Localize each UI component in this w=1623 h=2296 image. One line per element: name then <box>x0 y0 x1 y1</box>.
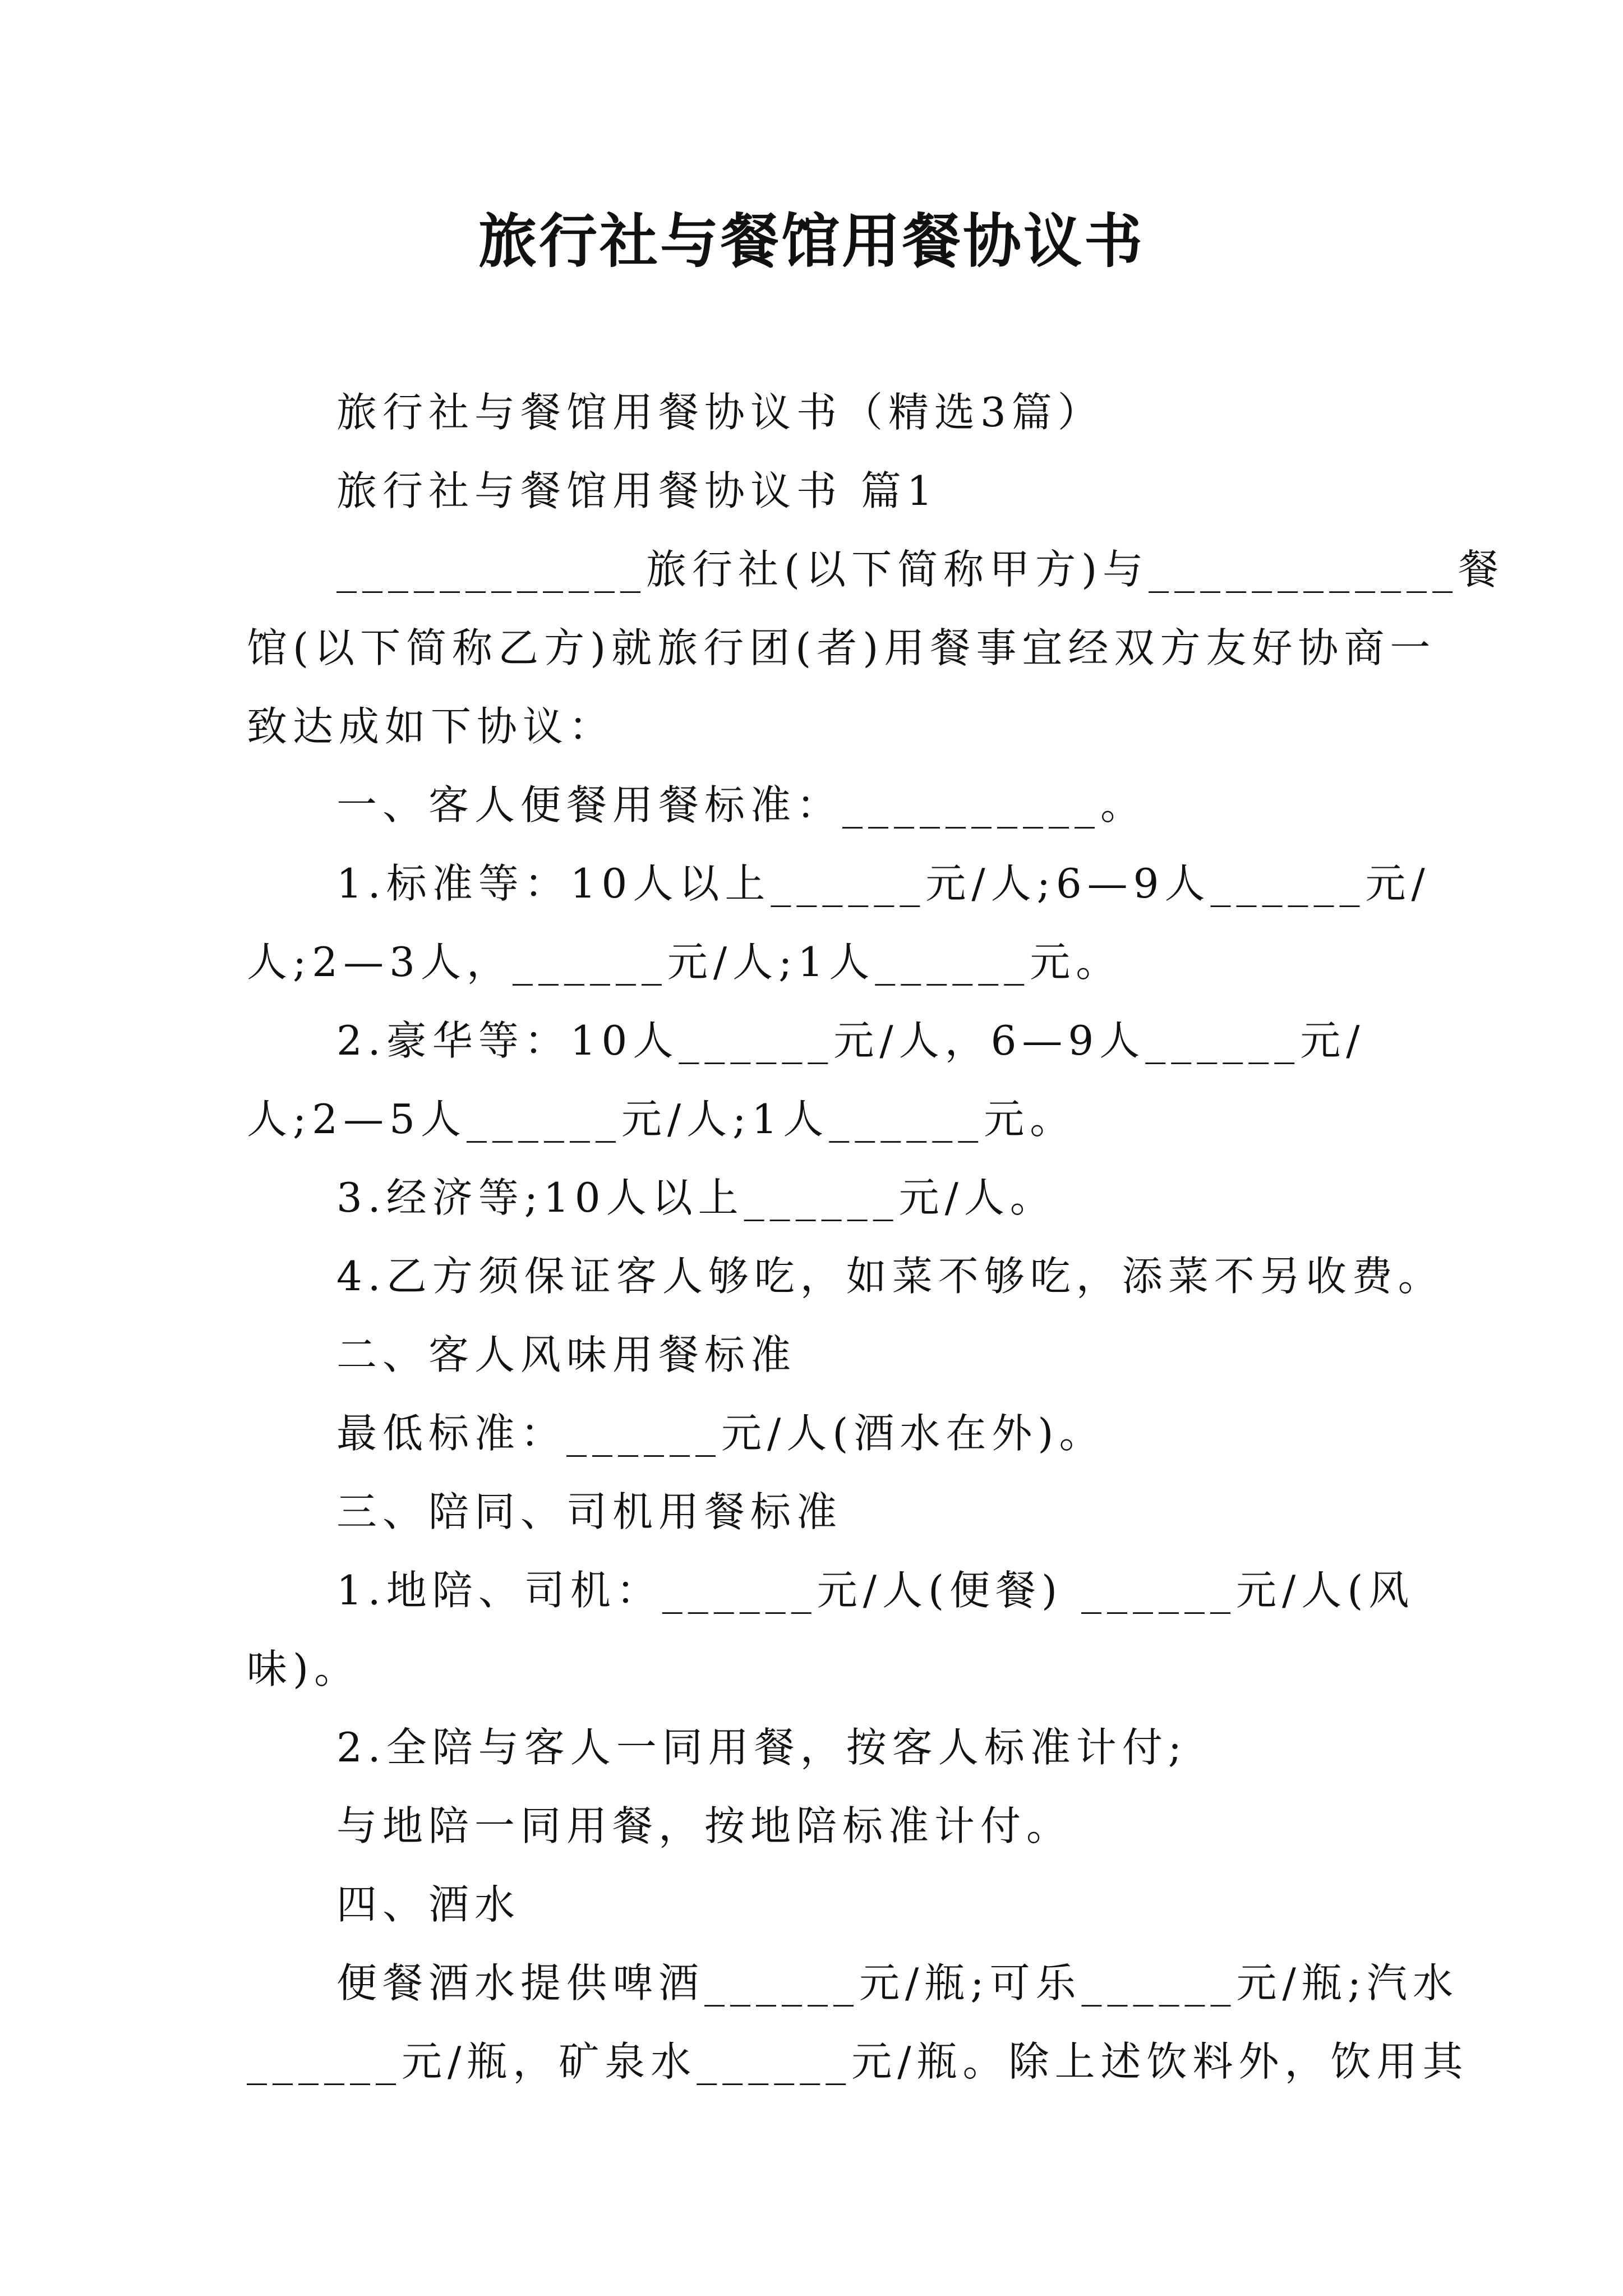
doc-line-guarantee: 4.乙方须保证客人够吃，如菜不够吃，添菜不另收费。 <box>336 1253 1444 1300</box>
doc-line-drinks: 便餐酒水提供啤酒______元/瓶;可乐______元/瓶;汽水 <box>336 1959 1459 2007</box>
doc-line-guide-driver: 1.地陪、司机：______元/人(便餐) ______元/人(风 <box>336 1567 1415 1614</box>
doc-line-parties: ____________旅行社(以下简称甲方)与____________餐 <box>336 546 1505 593</box>
doc-line-minimum: 最低标准：______元/人(酒水在外)。 <box>336 1410 1105 1457</box>
doc-line-local-guide: 与地陪一同用餐，按地陪标准计付。 <box>336 1802 1073 1849</box>
doc-line-deluxe-cont: 人;2—5人______元/人;1人______元。 <box>247 1096 1076 1143</box>
doc-line-economy: 3.经济等;10人以上______元/人。 <box>336 1174 1056 1221</box>
doc-line-guide-driver-cont: 味)。 <box>247 1645 361 1692</box>
doc-line-parties-end: 致达成如下协议： <box>247 703 615 750</box>
doc-line-drinks-cont: ______元/瓶，矿泉水______元/瓶。除上述饮料外，饮用其 <box>247 2038 1469 2085</box>
doc-line-clause-4: 四、酒水 <box>336 1881 521 1928</box>
doc-line-subtitle: 旅行社与餐馆用餐协议书（精选3篇） <box>336 389 1104 436</box>
doc-line-parties-cont: 馆(以下简称乙方)就旅行团(者)用餐事宜经双方友好协商一 <box>247 624 1436 671</box>
doc-line-clause-2: 二、客人风味用餐标准 <box>336 1331 797 1378</box>
doc-line-standard: 1.标准等：10人以上______元/人;6—9人______元/ <box>336 860 1431 907</box>
doc-line-standard-cont: 人;2—3人，______元/人;1人______元。 <box>247 938 1122 986</box>
document-title: 旅行社与餐馆用餐协议书 <box>478 206 1145 275</box>
doc-line-clause-3: 三、陪同、司机用餐标准 <box>336 1488 843 1535</box>
doc-line-section-heading: 旅行社与餐馆用餐协议书 篇1 <box>336 467 938 514</box>
doc-line-clause-1: 一、客人便餐用餐标准：__________。 <box>336 781 1147 829</box>
doc-line-deluxe: 2.豪华等：10人______元/人，6—9人______元/ <box>336 1017 1366 1064</box>
doc-line-full-guide: 2.全陪与客人一同用餐，按客人标准计付; <box>336 1724 1187 1771</box>
